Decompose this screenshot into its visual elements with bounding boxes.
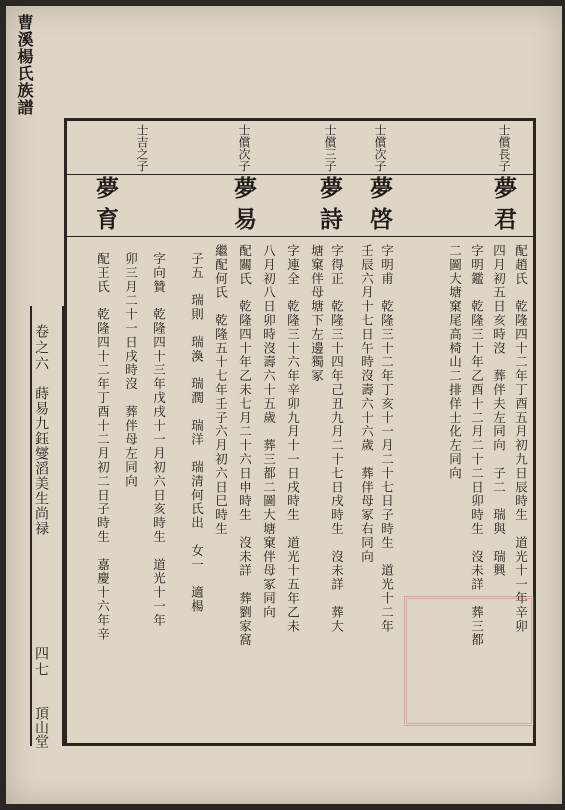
- entry-line: 繼配何氏 乾隆五十七年壬子六月初六日巳時生: [213, 244, 229, 536]
- entry-label: 士吉之子: [135, 124, 149, 172]
- entry-line: 四月初五日亥時沒 葬伴夫左同向 子二 瑞與 瑞興: [491, 244, 507, 578]
- entry-line: 子五 瑞則 瑞渙 瑞潤 瑞洋 瑞清何氏出 女一 適楊: [189, 252, 205, 614]
- entry-line: 字明甫 乾隆三十二年丁亥十一月二十七日子時生 道光十二年: [379, 244, 395, 634]
- hall-name: 頂山堂: [33, 706, 49, 748]
- document-page: [6, 6, 562, 804]
- entry-name: 夢易: [230, 176, 257, 238]
- entry-name: 夢啓: [366, 176, 393, 238]
- entry-line: 卯三月二十一日戌時沒 葬伴母左同向: [123, 252, 139, 489]
- entry-line: 字得正 乾隆三十四年己丑九月二十七日戌時生 沒未詳 葬大: [329, 244, 345, 634]
- entry-line: 字明鑑 乾隆三十年乙酉十二月二十二日卯時生 沒未詳 葬三都: [469, 244, 485, 648]
- chapter-label: 卷之六: [33, 324, 49, 372]
- entry-label: 士償長子: [497, 124, 511, 172]
- entry-name: 夢育: [92, 176, 119, 238]
- entry-line: 字向贊 乾隆四十三年戊戌十一月初六日亥時生 道光十一年: [151, 252, 167, 628]
- entry-line: 配趙氏 乾隆四十二年丁酉五月初九日辰時生 道光十一年辛卯: [513, 244, 529, 634]
- page-number: 四七: [33, 646, 49, 678]
- entry-name: 夢詩: [316, 176, 343, 238]
- book-title: 曹溪楊氏族譜: [15, 14, 34, 116]
- entry-column: [308, 118, 358, 746]
- entry-label: 士償三子: [323, 124, 337, 172]
- entry-column: [182, 118, 308, 746]
- entry-line: 八月初八日卯時沒壽六十五歲 葬三都二圖大塘窠伴母冢同向: [261, 244, 277, 620]
- entry-line: 字連全 乾隆三十六年辛卯九月十一日戌時生 道光十五年乙未: [285, 244, 301, 634]
- entry-column: [358, 118, 406, 746]
- entry-label: 士償次子: [237, 124, 251, 172]
- entry-line: 配王氏 乾隆四十二年丁酉十二月初二日子時生 嘉慶十六年辛: [95, 252, 111, 642]
- entry-line: 壬辰六月十七日午時沒壽六十六歲 葬伴母冢右同向: [359, 244, 375, 564]
- entry-line: 配關氏 乾隆四十年乙未七月二十六日申時生 沒未詳 葬劉家窩: [237, 244, 253, 648]
- section-label: 蒔易九鈺燮滔美生尚禄: [33, 386, 49, 536]
- entry-name: 夢君: [490, 176, 517, 238]
- entry-label: 士償次子: [373, 124, 387, 172]
- entry-line: 塘窠伴母塘下左邊獨冢: [309, 244, 325, 383]
- entry-line: 二圖大塘窠尾高椅山二排佯士化左同向: [447, 244, 463, 481]
- entry-column: [406, 118, 534, 746]
- entry-column: [68, 118, 182, 746]
